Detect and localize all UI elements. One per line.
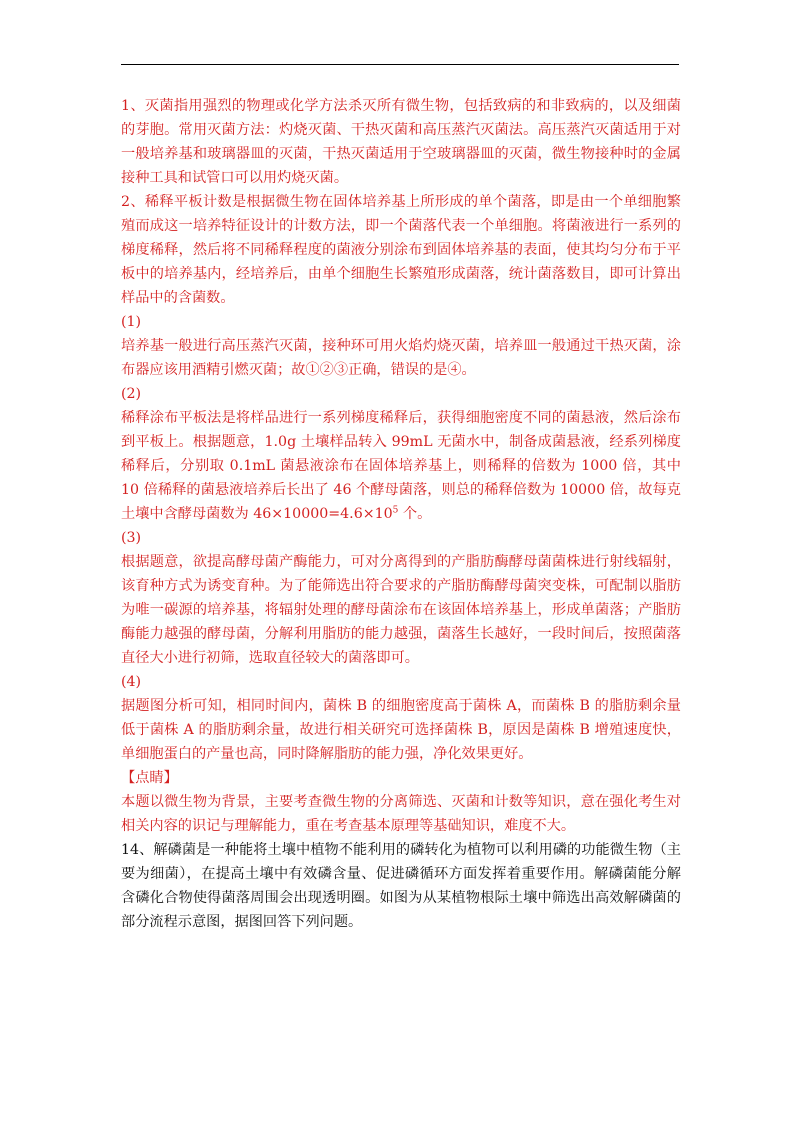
sub-question-label-2: (2) [121, 386, 142, 402]
answer-2-exponent: 5 [392, 505, 399, 516]
answer-1: 培养基一般进行高压蒸汽灭菌，接种环可用火焰灼烧灭菌，培养皿一般通过干热灭菌，涂布器应该用酒精引燃灭菌；故①②③正确，错误的是④。 [121, 338, 681, 378]
sub-question-label-3: (3) [121, 530, 142, 546]
answer-3: 根据题意，欲提高酵母菌产酶能力，可对分离得到的产脂肪酶酵母菌菌株进行射线辐射，该育种方式为诱变育种。为了能筛选出符合要求的产脂肪酶酵母菌突变株，可配制以脂肪为唯一碳源的培养基，将辐射处理的酵母菌涂布在该固体培养基上，形成单菌落；产脂肪酶能力越强的酵母菌，分解利用脂肪的能力越强，菌落生长越好，一段时间后，按照菌落直径大小进行初筛，选取直径较大的菌落即可。 [121, 554, 681, 666]
sub-question-label-4: (4) [121, 674, 142, 690]
header-rule [121, 64, 679, 65]
explanation-paragraph-1: 1、灭菌指用强烈的物理或化学方法杀灭所有微生物，包括致病的和非致病的，以及细菌的芽胞。常用灭菌方法：灼烧灭菌、干热灭菌和高压蒸汽灭菌法。高压蒸汽灭菌适用于对一般培养基和玻璃器皿的灭菌，干热灭菌适用于空玻璃器皿的灭菌，微生物接种时的金属接种工具和试管口可以用灼烧灭菌。 [121, 98, 681, 186]
answer-2 [121, 406, 686, 526]
document-body [121, 94, 686, 934]
sub-question-label-1: (1) [121, 314, 142, 330]
dianjing-label: 【点睛】 [121, 770, 178, 786]
explanation-paragraph-2: 2、稀释平板计数是根据微生物在固体培养基上所形成的单个菌落，即是由一个单细胞繁殖而成这一培养特征设计的计数方法，即一个菌落代表一个单细胞。将菌液进行一系列的梯度稀释，然后将不同稀释程度的菌液分别涂布到固体培养基的表面，使其均匀分布于平板中的培养基内，经培养后，由单个细胞生长繁殖形成菌落，统计菌落数目，即可计算出样品中的含菌数。 [121, 194, 681, 306]
dianjing-text: 本题以微生物为背景，主要考查微生物的分离筛选、灭菌和计数等知识，意在强化考生对相关内容的识记与理解能力，重在考查基本原理等基础知识，难度不大。 [121, 794, 681, 834]
answer-2-tail: 个。 [398, 506, 432, 522]
question-14: 14、解磷菌是一种能将土壤中植物不能利用的磷转化为植物可以利用磷的功能微生物（主要为细菌），在提高土壤中有效磷含量、促进磷循环方面发挥着重要作用。解磷菌能分解含磷化合物使得菌落周围会出现透明圈。如图为从某植物根际土壤中筛选出高效解磷菌的部分流程示意图，据图回答下列问题。 [121, 842, 681, 930]
answer-2-main: 稀释涂布平板法是将样品进行一系列梯度稀释后，获得细胞密度不同的菌悬液，然后涂布到平板上。根据题意，1.0g 土壤样品转入 99mL 无菌水中，制备成菌悬液，经系列梯度稀释后，分别取 0.1mL 菌悬液涂布在固体培养基上，则稀释的倍数为 1000 倍，其中 10 倍稀释的菌悬液培养后长出了 46 个酵母菌落，则总的稀释倍数为 10000 倍，故每克土壤中含酵母菌数为 46×10000=4.6×10 [121, 410, 686, 522]
answer-4: 据题图分析可知，相同时间内，菌株 B 的细胞密度高于菌株 A，而菌株 B 的脂肪剩余量低于菌株 A 的脂肪剩余量，故进行相关研究可选择菌株 B，原因是菌株 B 增殖速度快，单细胞蛋白的产量也高，同时降解脂肪的能力强，净化效果更好。 [121, 698, 681, 762]
